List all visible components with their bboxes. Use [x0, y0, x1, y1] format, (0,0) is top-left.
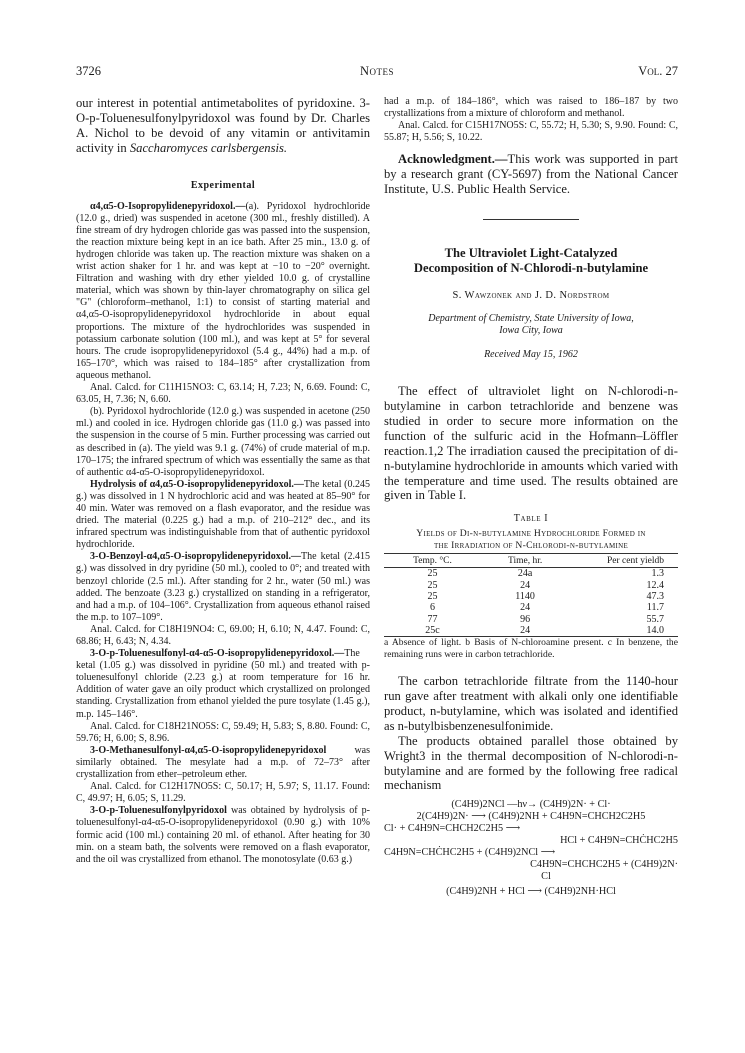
article-authors: S. Wawzonek and J. D. Nordstrom	[452, 290, 610, 302]
intro-paragraph: our interest in potential antimetabolites of pyridoxine. 3-O-p-Toluenesulfonylpyridoxol was found by Dr. Charles A. Nichol to be devoid of any vitamin or antivitamin activity in Saccharomyces carlsbergensis.	[76, 96, 370, 155]
equation-2: 2(C4H9)2N· ⟶ (C4H9)2NH + C4H9N=CHCH2C2H5	[416, 811, 646, 823]
received-date: Received May 15, 1962	[484, 349, 578, 361]
equation-4-line-2: C4H9N=CHCHC2H5 + (C4H9)2N·	[530, 859, 678, 871]
table-label: Table I	[513, 513, 549, 525]
table-footnotes: a Absence of light. b Basis of N-chloroamine present. c In benzene, the remaining runs were in carbon tetrachloride.	[384, 637, 678, 660]
left-column	[76, 96, 370, 866]
article-affiliation: Department of Chemistry, State University of Iowa, Iowa City, Iowa	[428, 313, 634, 337]
equation-4-line-1: C4H9N=CHĊHC2H5 + (C4H9)2NCl ⟶	[384, 847, 556, 859]
equation-1: (C4H9)2NCl —hν→ (C4H9)2N· + Cl·	[451, 799, 611, 811]
equation-3-line-2: HCl + C4H9N=CHĊHC2H5	[560, 835, 678, 847]
table-row: 25 24 12.4	[427, 579, 664, 591]
volume-label: Vol. 27	[638, 64, 678, 78]
procedure-isopropylidene-b: (b). Pyridoxol hydrochloride (12.0 g.) was suspended in acetone (250 ml.) and cooled in ice. Hydrogen chloride gas (11.0 g.) was passed into the suspension in the course of 5 min. Further processing was carried out as described in (a). The yield was 9.1 g. (74%) of crude material of m.p. 170–175; the infrared spectrum of which was essentially the same as that of authentic α4-α5-O-isopropylidenepyridoxol.	[76, 406, 370, 478]
mechanism-paragraph: The products obtained parallel those obtained by Wright3 in the thermal decomposition of N-chlorodi-n-butylamine and are formed by the following free radical mechanism	[384, 733, 678, 793]
table-header-time: Time, hr.	[481, 554, 569, 568]
table-row: 6 24 11.7	[430, 602, 664, 614]
table-header-temp: Temp. °C.	[384, 554, 481, 568]
right-column	[384, 96, 678, 898]
equation-3-line-1: Cl· + C4H9N=CHCH2C2H5 ⟶	[384, 823, 521, 835]
page-number: 3726	[76, 64, 101, 78]
analysis-benzoyl: Anal. Calcd. for C18H19NO4: C, 69.00; H, 6.10; N, 4.47. Found: C, 68.86; H, 6.43; N, 4.34.	[76, 623, 370, 647]
filtrate-paragraph: The carbon tetrachloride filtrate from the 1140-hour run gave after treatment with alkali only one identifiable product, n-butylamine, which was isolated and identified as n-butylbisbenzenesulfonimide.	[384, 674, 678, 733]
continued-procedure: had a m.p. of 184–186°, which was raised to 186–187 by two crystallizations from a mixture of chloroform and methanol.	[384, 96, 678, 120]
procedure-mesyl: 3-O-Methanesulfonyl-α4,α5-O-isopropylidenepyridoxol was similarly obtained. The mesylate had a m.p. of 72–73° after crystallization from ether–petroleum ether.	[76, 744, 370, 781]
experimental-heading: Experimental	[190, 179, 256, 191]
table-row: 77 96 55.7	[427, 613, 664, 625]
yield-table	[384, 553, 678, 637]
analysis-mesyl: Anal. Calcd. for C12H17NO5S: C, 50.17; H, 5.97; S, 11.17. Found: C, 49.97; H, 6.05; S, 11.29.	[76, 781, 370, 805]
analysis-isopropylidene: Anal. Calcd. for C11H15NO3: C, 63.14; H, 7.23; N, 6.69. Found: C, 63.05, H, 7.36; N, 6.60.	[76, 382, 370, 406]
table-row: 25c 24 14.0	[425, 624, 664, 636]
procedure-benzoyl: 3-O-Benzoyl-α4,α5-O-isopropylidenepyridoxol.—The ketal (2.415 g.) was dissolved in dry pyridine (50 ml.), cooled to 0°; and treated with benzoyl chloride (2.5 ml.). After standing for 2 hr., water (50 ml.) was added. The benzoate (3.23 g.) crystallized on standing in a refrigerator, and had a m.p. of 104–106°. Crystallization from aqueous ethanol raised the m.p. to 107–109°.	[76, 551, 370, 623]
equation-5: (C4H9)2NH + HCl ⟶ (C4H9)2NH·HCl	[446, 886, 616, 898]
mechanism-equations	[384, 799, 678, 898]
table-header-yield: Per cent yieldb	[569, 554, 678, 568]
procedure-tosyl-pyridoxol: 3-O-p-Toluenesulfonylpyridoxol was obtained by hydrolysis of p-toluenesulfonyl-α4-α5-O-isopropylidenepyridoxol (0.90 g.) with 10% formic acid (100 ml.) containing 20 ml. of ethanol. After heating for 30 min. on a steam bath, the solvents were removed on a flash evaporator, and the oil was crystallized from ethanol. The monotosylate (0.63 g.)	[76, 805, 370, 865]
table-row: 25 24a 1.3	[427, 568, 664, 580]
analysis-tosyl-ketal: Anal. Calcd. for C18H21NO5S: C, 59.49; H, 5.83; S, 8.80. Found: C, 59.76; H, 6.00; S, 8.96.	[76, 720, 370, 744]
page-header	[76, 64, 678, 80]
table-row: 25 1140 47.3	[427, 590, 664, 602]
procedure-tosyl-ketal: 3-O-p-Toluenesulfonyl-α4-α5-O-isopropylidenepyridoxol.—The ketal (1.05 g.) was dissolved in pyridine (50 ml.) and treated with p-toluenesulfonyl chloride (2.23 g.) at room temperature for 16 hr. Addition of water gave an oily product which crystallized on prolonged standing. Crystallization from ethanol yielded the pure tosylate (1.45 g.), m.p. 145–146°.	[76, 648, 370, 720]
running-head: Notes	[359, 64, 395, 78]
article-title: The Ultraviolet Light-Catalyzed Decomposition of N-Chlorodi-n-butylamine	[413, 246, 649, 276]
table-caption: Yields of Di-n-butylamine Hydrochloride Formed in the Irradiation of N-Chlorodi-n-butylamine	[416, 528, 646, 551]
procedure-isopropylidene-a: α4,α5-O-Isopropylidenepyridoxol.—(a). Pyridoxol hydrochloride (12.0 g., dried) was suspended in acetone (300 ml., freshly distilled). A fine stream of dry hydrogen chloride gas was passed into the suspension, the reaction mixture being kept in an ice bath. After 25 min., 13.0 g. of hydrogen chloride was taken up. The reaction mixture was shaken on a wrist action shaker for 1 hr. and was kept at −10 to −20° overnight. Filtration and washing with dry ether yielded 10.0 g. of crystalline material, which was shown by thin-layer chromatography on silica gel "G" (chloroform–methanol, 1:1) to consist of starting material and α4,α5-O-isopropylidenepyridoxol hydrochloride in about equal proportions. The mixture of the hydrochlorides was suspended in potassium carbonate solution (100 ml.), and was kept at 5° for several hours. The crude isopropylidenepyridoxol (5.4 g., 44%) had a m.p. of 165–170°, which was raised to 184–185° after crystallization from aqueous methanol.	[76, 200, 370, 381]
analysis-monotosylate: Anal. Calcd. for C15H17NO5S: C, 55.72; H, 5.30; S, 9.90. Found: C, 55.87; H, 5.56; S, 10.22.	[384, 120, 678, 144]
table-header-row	[384, 554, 678, 568]
abstract-paragraph: The effect of ultraviolet light on N-chlorodi-n-butylamine in carbon tetrachloride and benzene was studied in order to secure more information on the function of the sulfuric acid in the Hofmann–Löffler reaction.1,2 The irradiation caused the precipitation of di-n-butylamine hydrochloride in amounts which varied with the temperature and time used. The results obtained are given in Table I.	[384, 384, 678, 503]
procedure-hydrolysis: Hydrolysis of α4,α5-O-isopropylidenepyridoxol.—The ketal (0.245 g.) was dissolved in 1 N hydrochloric acid and was heated at 85–90° for 40 min. Water was removed on a flash evaporator, and the residue was dried. The material (0.225 g.) had a m.p. of 210–212° dec., and its infrared spectrum was indistinguishable from that of authentic pyridoxol hydrochloride.	[76, 478, 370, 551]
equation-4-line-3: Cl	[541, 871, 551, 883]
acknowledgment: Acknowledgment.—This work was supported in part by a research grant (CY-5697) from the National Cancer Institute, U.S. Public Health Service.	[384, 152, 678, 197]
